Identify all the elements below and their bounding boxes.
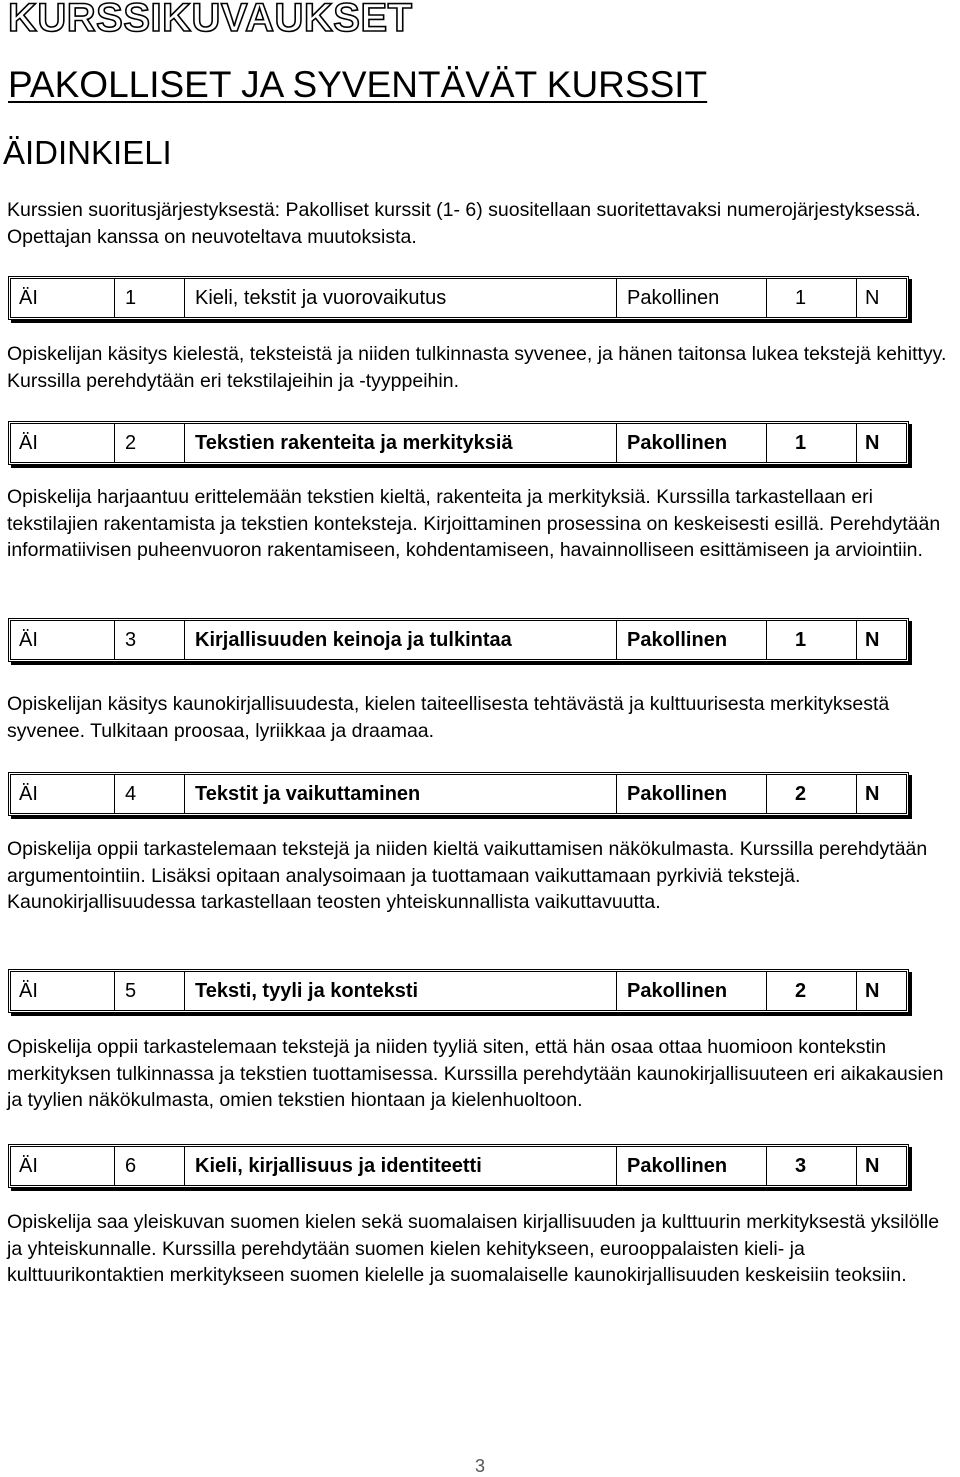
course-description-2: Opiskelija harjaantuu erittelemään tekstien kieltä, rakenteita ja merkityksiä. Kurssilla tarkastellaan eri tekstilajien rakentamista ja tekstien konteksteja. Kirjoittaminen prosessina on keskeisesti esillä. Perehdytään informatiivisen puheenvuoron rakentamiseen, kohdentamiseen, havainnolliseen esittämiseen ja arviointiin. [7,486,941,561]
course-credits: 3 [767,1147,857,1185]
course-code: ÄI [11,424,115,462]
course-grade: N [865,286,880,309]
course-description-3: Opiskelijan käsitys kaunokirjallisuudesta, kielen taiteellisesta tehtävästä ja kulttuurisesta merkityksestä syvenee. Tulkitaan proosaa, lyriikkaa ja draamaa. [7,693,890,742]
course-credits: 2 [767,972,857,1010]
course-name: Tekstien rakenteita ja merkityksiä [185,424,617,462]
course-header-4 [8,772,909,816]
course-number: 6 [115,1147,185,1185]
course-code: ÄI [11,621,115,659]
course-grade: N [865,628,880,651]
course-description-1: Opiskelijan käsitys kielestä, teksteistä ja niiden tulkinnasta syvenee, ja hänen taitonsa lukea tekstejä kehittyy. Kurssilla perehdytään eri tekstilajeihin ja -tyyppeihin. [7,343,947,392]
course-type: Pakollinen [617,621,767,659]
course-description-4: Opiskelija oppii tarkastelemaan tekstejä ja niiden kieltä vaikuttamisen näkökulmasta. Kurssilla perehdytään argumentointiin. Lisäksi opitaan analysoimaan ja tuottamaan vaikuttamaan pyrkiviä tekstejä. Kaunokirjallisuudessa tarkastellaan teosten yhteiskunnallista vaikuttavuutta. [7,838,928,913]
course-number: 5 [115,972,185,1010]
course-header-2 [8,421,909,465]
course-name: Kieli, tekstit ja vuorovaikutus [185,279,617,317]
course-name: Teksti, tyyli ja konteksti [185,972,617,1010]
course-header-5 [8,969,909,1013]
course-grade: N [865,782,880,805]
page-number: 3 [474,1456,485,1476]
course-type: Pakollinen [617,972,767,1010]
course-code: ÄI [11,972,115,1010]
course-grade: N [865,1154,880,1177]
course-number: 3 [115,621,185,659]
course-code: ÄI [11,279,115,317]
course-number: 4 [115,775,185,813]
course-header-1 [8,276,909,320]
course-credits: 1 [767,279,857,317]
course-credits: 1 [767,424,857,462]
course-code: ÄI [11,1147,115,1185]
course-type: Pakollinen [617,775,767,813]
course-header-3 [8,618,909,662]
course-name: Tekstit ja vaikuttaminen [185,775,617,813]
course-credits: 1 [767,621,857,659]
course-name: Kieli, kirjallisuus ja identiteetti [185,1147,617,1185]
course-number: 2 [115,424,185,462]
course-type: Pakollinen [617,1147,767,1185]
course-header-6 [8,1144,909,1188]
course-description-5: Opiskelija oppii tarkastelemaan tekstejä ja niiden tyyliä siten, että hän osaa ottaa huomioon kontekstin merkityksen tulkinnassa ja tekstien tuottamisessa. Kurssilla perehdytään kaunokirjallisuuteen eri aikakausien ja tyylien näkökulmasta, omien tekstien hiontaan ja kielenhuoltoon. [7,1036,944,1111]
section-title: PAKOLLISET JA SYVENTÄVÄT KURSSIT [8,64,708,105]
course-description-6: Opiskelija saa yleiskuvan suomen kielen sekä suomalaisen kirjallisuuden ja kulttuurin merkityksestä yksilölle ja yhteiskunnalle. Kurssilla perehdytään suomen kielen kehitykseen, eurooppalaisten kieli- ja kulttuurikontaktien merkitykseen suomen kielelle ja suomalaiselle kaunokirjallisuuden keskeisiin teoksiin. [7,1211,940,1286]
course-credits: 2 [767,775,857,813]
course-type: Pakollinen [617,279,767,317]
course-name: Kirjallisuuden keinoja ja tulkintaa [185,621,617,659]
course-type: Pakollinen [617,424,767,462]
main-title: KURSSIKUVAUKSET [8,0,413,40]
intro-paragraph: Kurssien suoritusjärjestyksestä: Pakolliset kurssit (1- 6) suositellaan suoritettavaksi numerojärjestyksessä. Opettajan kanssa on neuvoteltava muutoksista. [7,199,921,248]
course-grade: N [865,431,880,454]
subject-title: ÄIDINKIELI [3,134,172,171]
course-number: 1 [115,279,185,317]
course-grade: N [865,979,880,1002]
course-code: ÄI [11,775,115,813]
